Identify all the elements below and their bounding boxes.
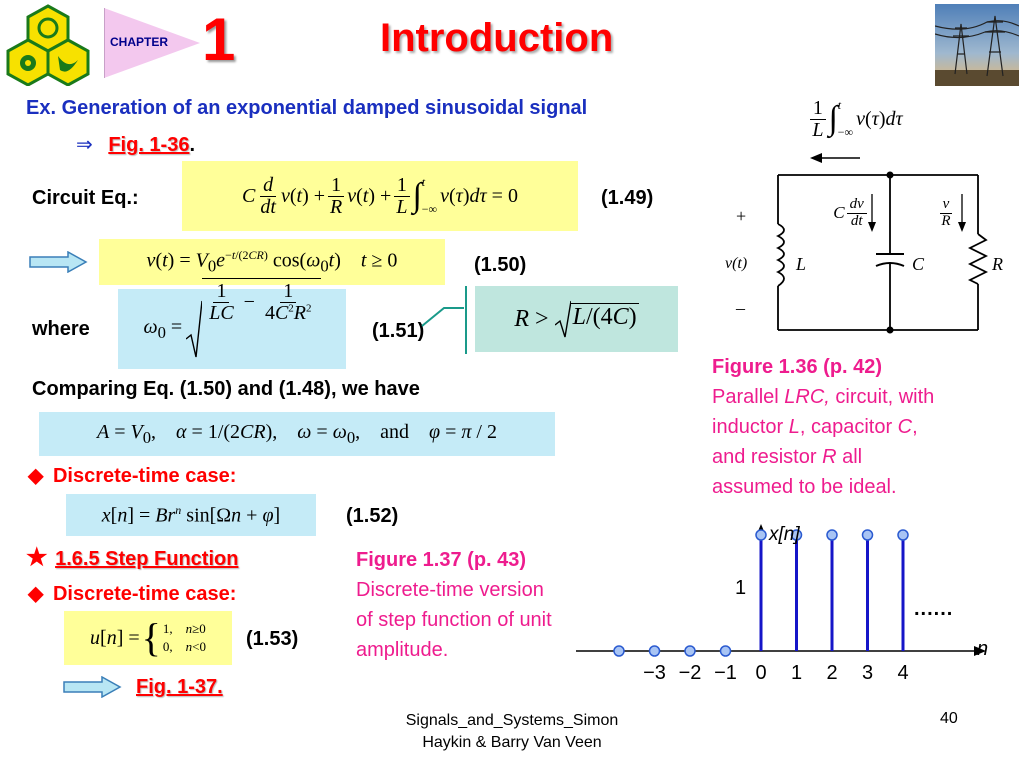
circuit-eq-label: Circuit Eq.: [32, 187, 139, 209]
chapter-label: CHAPTER [110, 35, 169, 49]
equation-1-50: $v(t) = V_0e^{-t/(2CR)}$ $\cos(\omega_0t)$ t ≥ 0 [99, 239, 445, 285]
arrow-1-50 [28, 251, 88, 278]
fig-1-36-line1: Parallel LRC, circuit, with [712, 386, 935, 408]
star-icon: ★ [26, 544, 48, 571]
block-arrow-icon [62, 676, 122, 698]
page-number: 40 [940, 710, 958, 727]
fig-1-37-line1: Discrete-time version [356, 579, 544, 601]
circuit-plus: + [736, 206, 747, 226]
step-function-label: 1.6.5 Step Function [55, 548, 239, 570]
chapter-badge [104, 8, 200, 78]
fig-1-36-link[interactable]: Fig. 1-36 [108, 134, 190, 156]
discrete-case-1-label: Discrete-time case: [52, 465, 237, 487]
tick-label-1: −3 [643, 662, 666, 684]
circuit-R-label: R [992, 254, 1003, 274]
equation-1-52: $x[n] = Br^n$ sin[Ωn + φ] [66, 494, 316, 536]
fig-1-37-title: Figure 1.37 (p. 43) [356, 549, 527, 571]
tick-label-5: 1 [790, 662, 803, 684]
chapter-number: 1 [202, 6, 236, 73]
footer-source [362, 710, 662, 754]
discrete-case-2 [28, 581, 236, 606]
fig-1-37-line2: of step function of unit [356, 609, 552, 631]
stem-point-n0 [756, 530, 766, 540]
parallel-lrc-circuit [714, 150, 1024, 350]
stem-point-n3 [863, 530, 873, 540]
cap-current-label: C $\frac{dv}{dt}$ [826, 190, 876, 236]
sqrt-small-icon [555, 299, 571, 339]
stem-continuation-dots: ...... [914, 598, 954, 620]
fig-1-37-caption [356, 545, 552, 665]
tick-label-3: −1 [714, 662, 737, 684]
diamond-bullet-icon: ◆ [28, 465, 44, 487]
stem-point-n2 [827, 530, 837, 540]
discrete-case-2-label: Discrete-time case: [52, 583, 237, 605]
condition-r-gt-sqrt: R > L/(4C) [475, 286, 678, 352]
fig-1-36-line2: inductor L, capacitor C, [712, 416, 918, 438]
university-logo-icon [6, 4, 90, 86]
integral-formula: $\frac{1}{L}$ ∫ t −∞ v(τ)dτ [770, 86, 940, 152]
diamond-bullet-icon: ◆ [28, 583, 44, 605]
stem-point-n4 [898, 530, 908, 540]
tick-label-8: 4 [897, 662, 909, 684]
sqrt-icon [186, 299, 202, 359]
logo [6, 4, 90, 86]
fig-1-37-link[interactable]: Fig. 1-37. [136, 676, 223, 698]
circuit-L-label: L [796, 254, 807, 274]
circuit-minus: – [736, 298, 745, 318]
footer-line2: Haykin & Barry Van Veen [422, 734, 602, 751]
stem-y-label: x[n] [769, 524, 800, 545]
circuit-vt-label: v(t) [725, 255, 748, 272]
equation-number-1-50: (1.50) [474, 254, 527, 276]
header-photo [935, 4, 1019, 86]
footer-line1: Signals_and_Systems_Simon [405, 712, 619, 729]
implies-arrow: ⇒ [76, 134, 93, 156]
fig-ref-row: ⇒ Fig. 1-36. [76, 134, 196, 156]
tick-label-7: 3 [861, 662, 874, 684]
fig-1-36-line4: assumed to be ideal. [712, 476, 897, 498]
power-lines-photo-icon [935, 4, 1019, 86]
stem-marks [614, 530, 908, 656]
comparing-text: Comparing Eq. (1.50) and (1.48), we have [32, 378, 420, 400]
circuit-C-label: C [912, 254, 925, 274]
equation-1-53: u[n] = { 1, n≥0 0, n<0 [64, 611, 232, 665]
stem-point-n-3 [650, 646, 660, 656]
equation-number-1-52: (1.52) [346, 505, 399, 527]
equation-number-1-53: (1.53) [246, 628, 299, 650]
equation-number-1-49: (1.49) [601, 187, 654, 209]
example-heading: Ex. Generation of an exponential damped sinusoidal signal [26, 97, 588, 119]
tick-label-6: 2 [826, 662, 838, 684]
equation-number-1-51: (1.51) [372, 320, 425, 342]
equation-1-49: C $\frac{d}{dt}$ v(t) + $\frac{1}{R}$ v(t) + $\frac{1}{L}$ ∫ t −∞ v(τ)dτ = 0 [182, 161, 578, 231]
tick-label-4: 0 [755, 662, 767, 684]
stem-point-n-2 [685, 646, 695, 656]
stem-one-label: 1 [735, 577, 747, 599]
step-function-heading [26, 543, 238, 572]
fig-1-37-line3: amplitude. [356, 639, 449, 661]
stem-x-label: n [977, 638, 989, 660]
fig-1-36-line3: and resistor R all [712, 446, 863, 468]
stem-point-n-1 [721, 646, 731, 656]
where-label: where [32, 318, 90, 340]
block-arrow-icon [28, 251, 88, 273]
discrete-case-1 [28, 463, 236, 488]
res-current-label: $\frac{v}{R}$ [941, 195, 951, 229]
tick-label-2: −2 [678, 662, 702, 684]
equation-parameters: $A = V_0$, α = 1/(2CR), $\omega = \omega_0$, and φ = π / 2 [39, 412, 555, 456]
fig-1-36-title: Figure 1.36 (p. 42) [712, 356, 883, 378]
fig-1-36-caption [712, 352, 934, 502]
condition-bracket-icon [420, 286, 480, 356]
stem-point-n-4 [614, 646, 624, 656]
equation-1-51: $\omega_0$ = $\frac{1}{LC}$ − $\frac{1}{4C^2R^2}$ [118, 289, 346, 369]
page-title: Introduction [380, 16, 614, 60]
arrow-fig-1-37 [62, 676, 122, 703]
